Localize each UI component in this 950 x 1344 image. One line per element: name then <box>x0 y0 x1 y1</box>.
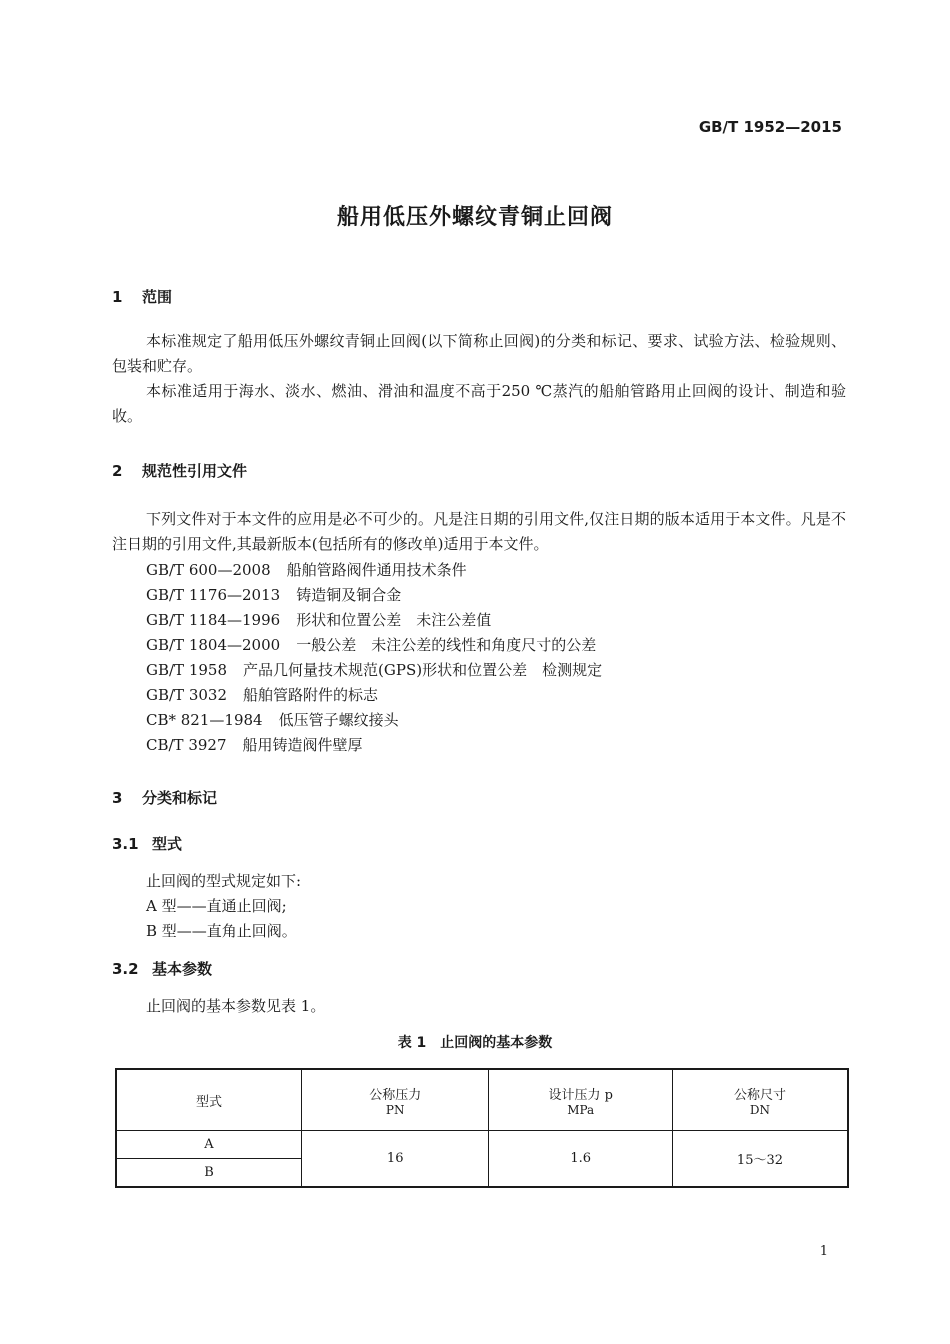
reference-title: 一般公差 未注公差的线性和角度尺寸的公差 <box>296 636 597 654</box>
reference-code: GB/T 1184—1996 <box>146 611 281 629</box>
reference-item <box>146 709 399 730</box>
params-intro: 止回阀的基本参数见表 1。 <box>146 997 326 1015</box>
section-number: 1 <box>112 288 123 306</box>
reference-title: 形状和位置公差 未注公差值 <box>296 611 492 629</box>
header-nominal-pressure <box>301 1069 488 1131</box>
section-1-paragraph-1: 本标准规定了船用低压外螺纹青铜止回阀(以下简称止回阀)的分类和标记、要求、试验方法、检验规则、包装和贮存。 <box>112 332 846 375</box>
reference-item <box>146 609 491 630</box>
reference-title: 产品几何量技术规范(GPS)形状和位置公差 检测规定 <box>243 661 603 679</box>
section-number: 3.2 <box>112 960 139 978</box>
reference-title: 船舶管路附件的标志 <box>243 686 379 704</box>
section-1-paragraph-2: 本标准适用于海水、淡水、燃油、滑油和温度不高于250 ℃蒸汽的船舶管路用止回阀的设计、制造和验收。 <box>112 382 846 425</box>
reference-item <box>146 559 467 580</box>
section-3-1-heading <box>112 833 182 854</box>
section-title: 规范性引用文件 <box>142 462 248 480</box>
type-a-line: A 型——直通止回阀; <box>146 897 287 915</box>
reference-code: GB/T 1804—2000 <box>146 636 281 654</box>
table-caption: 表 1 止回阀的基本参数 <box>397 1035 553 1051</box>
section-1-heading <box>112 286 172 307</box>
header-type: 型式 <box>116 1069 301 1131</box>
section-title: 范围 <box>142 288 173 306</box>
header-design-pressure <box>489 1069 673 1131</box>
section-number: 3 <box>112 789 123 807</box>
cell-type-b: B <box>116 1159 301 1188</box>
reference-item <box>146 684 378 705</box>
reference-title: 船用铸造阀件壁厚 <box>242 736 363 754</box>
standard-code: GB/T 1952—2015 <box>698 118 842 136</box>
header-label: 公称尺寸 <box>733 1087 786 1103</box>
reference-item <box>146 734 363 755</box>
table-row <box>116 1131 848 1159</box>
reference-item <box>146 659 602 680</box>
reference-item <box>146 634 596 655</box>
reference-title: 船舶管路阀件通用技术条件 <box>286 561 467 579</box>
header-unit: PN <box>385 1102 405 1117</box>
header-label: 公称压力 <box>369 1087 422 1103</box>
page-number: 1 <box>819 1244 828 1259</box>
cell-dn: 15～32 <box>672 1131 848 1188</box>
header-unit: DN <box>749 1102 771 1117</box>
section-title: 基本参数 <box>152 960 213 978</box>
document-title: 船用低压外螺纹青铜止回阀 <box>336 205 613 230</box>
section-title: 型式 <box>152 835 183 853</box>
section-number: 3.1 <box>112 835 139 853</box>
header-unit: MPa <box>567 1102 595 1117</box>
section-3-2-heading <box>112 958 212 979</box>
type-b-line: B 型——直角止回阀。 <box>146 922 297 940</box>
header-label: 设计压力 p <box>548 1087 613 1103</box>
reference-code: GB/T 1958 <box>146 661 228 679</box>
reference-title: 铸造铜及铜合金 <box>296 586 402 604</box>
reference-code: GB/T 1176—2013 <box>146 586 281 604</box>
section-3-heading <box>112 787 217 808</box>
reference-title: 低压管子螺纹接头 <box>278 711 399 729</box>
table-header-row <box>116 1069 848 1131</box>
reference-code: GB/T 600—2008 <box>146 561 271 579</box>
cell-type-a: A <box>116 1131 301 1159</box>
section-number: 2 <box>112 462 123 480</box>
cell-design-pressure: 1.6 <box>489 1131 673 1188</box>
section-2-paragraph-1: 下列文件对于本文件的应用是必不可少的。凡是注日期的引用文件,仅注日期的版本适用于本文件。凡是不注日期的引用文件,其最新版本(包括所有的修改单)适用于本文件。 <box>112 510 846 553</box>
reference-item <box>146 584 401 605</box>
header-nominal-size <box>672 1069 848 1131</box>
section-title: 分类和标记 <box>142 789 218 807</box>
section-2-heading <box>112 460 247 481</box>
reference-code: GB/T 3032 <box>146 686 228 704</box>
cell-pn: 16 <box>301 1131 488 1188</box>
type-intro: 止回阀的型式规定如下: <box>146 872 302 890</box>
reference-code: CB* 821—1984 <box>146 711 263 729</box>
parameters-table <box>115 1068 849 1188</box>
reference-code: CB/T 3927 <box>146 736 227 754</box>
